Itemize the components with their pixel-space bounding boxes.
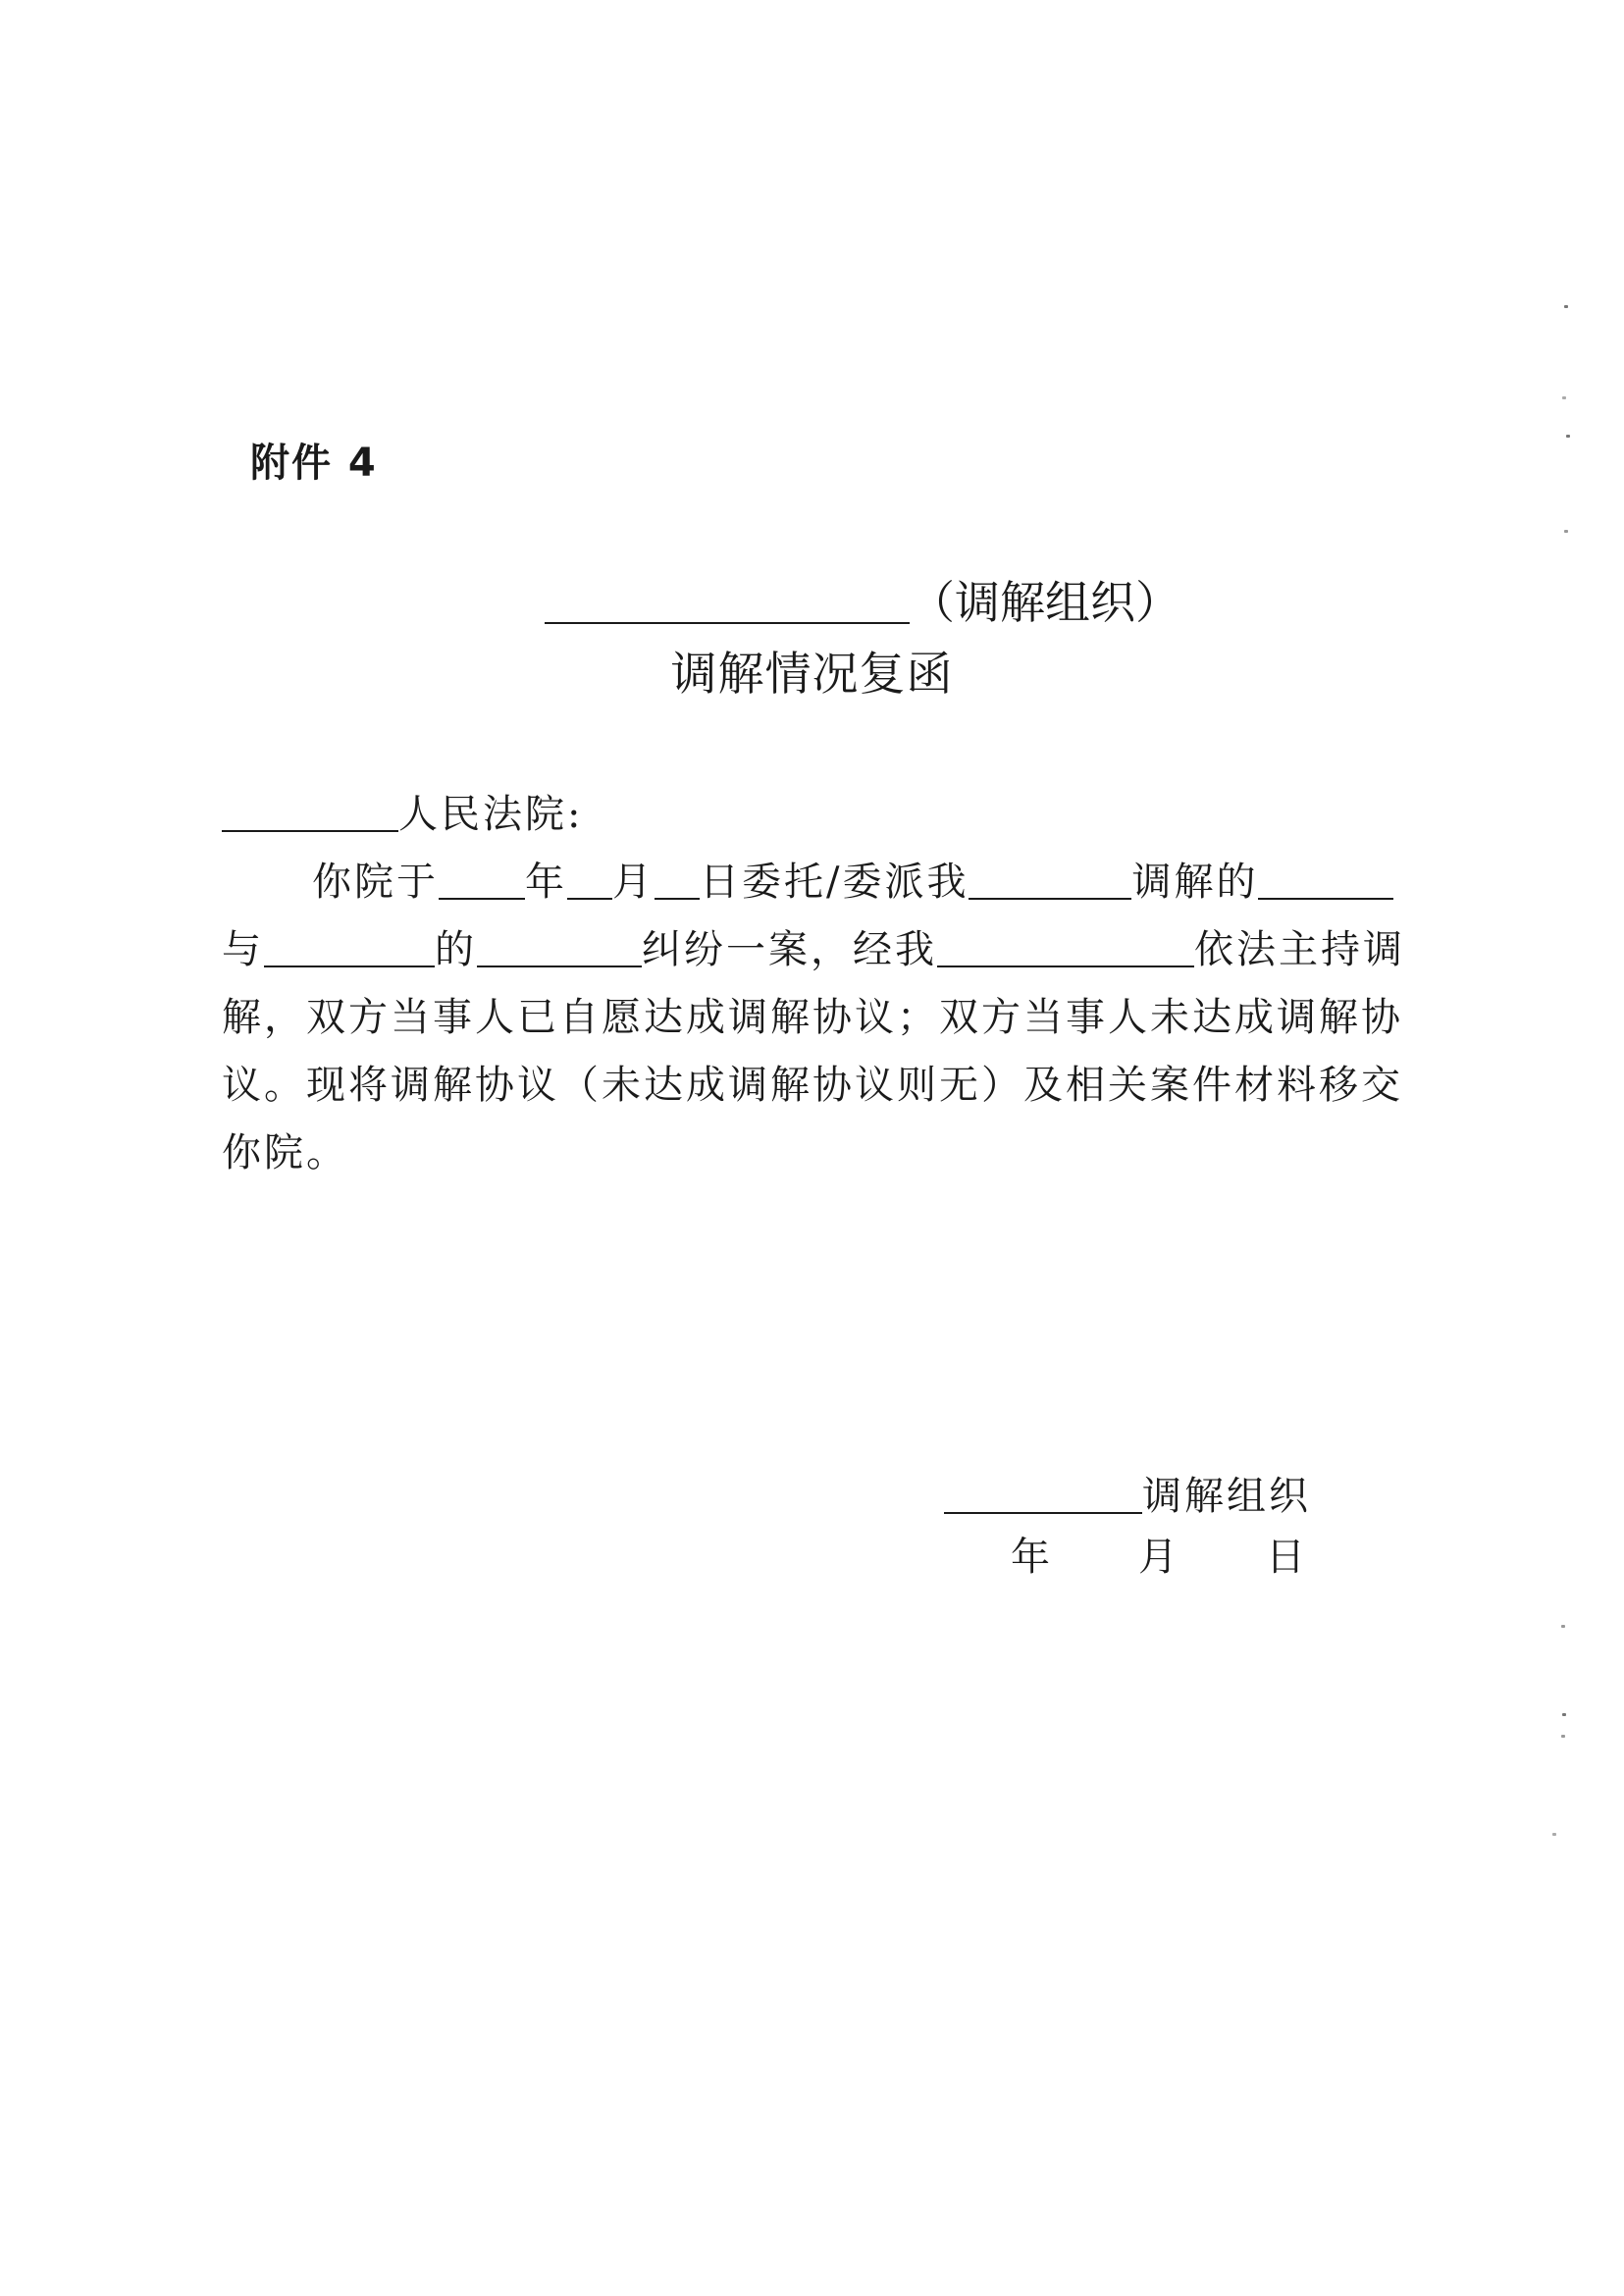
month-blank xyxy=(567,859,612,900)
title-org-suffix: （调解组织） xyxy=(910,576,1180,629)
attachment-label: 附件 4 xyxy=(250,441,378,486)
scan-speck xyxy=(1562,1713,1566,1716)
letter-body xyxy=(222,781,1448,1187)
page-title: 调解情况复函 xyxy=(670,648,954,702)
para-text-6: 与 xyxy=(222,927,264,972)
paragraph-line-4: 议。现将调解协议（未达成调解协议则无）及相关案件材料移交 xyxy=(222,1063,1403,1108)
salutation-text: 人民法院: xyxy=(398,792,584,837)
date-year: 年 xyxy=(1011,1535,1050,1580)
day-blank xyxy=(655,859,700,900)
signature-block xyxy=(944,1462,1311,1531)
paragraph-line-3: 解，双方当事人已自愿达成调解协议；双方当事人未达成调解协 xyxy=(222,995,1403,1040)
case-blank xyxy=(969,859,1131,900)
mediator-blank xyxy=(937,926,1194,967)
signing-org-label: 调解组织 xyxy=(1142,1474,1311,1519)
paragraph-line-5: 你院。 xyxy=(222,1130,348,1175)
title-mediation-org-line xyxy=(545,567,1180,632)
court-name-blank xyxy=(222,791,398,832)
party-a-blank xyxy=(1258,859,1393,900)
scan-speck xyxy=(1564,530,1568,533)
para-text-2: 年 xyxy=(525,860,567,905)
paragraph-line-1 xyxy=(222,849,1448,916)
date-month: 月 xyxy=(1138,1535,1178,1580)
para-text-3: 月 xyxy=(612,860,655,905)
scan-speck xyxy=(1561,1625,1565,1628)
para-text-7: 的 xyxy=(435,927,477,972)
scan-speck xyxy=(1552,1833,1556,1836)
signature-date xyxy=(1011,1526,1305,1582)
dispute-type-blank xyxy=(477,926,642,967)
scan-speck xyxy=(1562,396,1566,399)
scan-speck xyxy=(1564,305,1568,308)
signing-org-blank xyxy=(944,1473,1142,1514)
para-text-4: 日委托/委派我 xyxy=(700,860,969,905)
para-text-8: 纠纷一案，经我 xyxy=(642,927,937,972)
salutation-line xyxy=(222,781,1448,849)
year-blank xyxy=(439,859,525,900)
org-name-blank xyxy=(545,577,910,624)
para-text-5: 调解的 xyxy=(1131,860,1259,905)
paragraph-line-2 xyxy=(222,916,1448,984)
scan-speck xyxy=(1561,1735,1565,1738)
para-text-9: 依法主持调 xyxy=(1194,927,1405,972)
scan-speck xyxy=(1566,435,1570,438)
date-day: 日 xyxy=(1266,1535,1305,1580)
party-b-blank xyxy=(264,926,435,967)
para-text-1: 你院于 xyxy=(312,860,439,905)
